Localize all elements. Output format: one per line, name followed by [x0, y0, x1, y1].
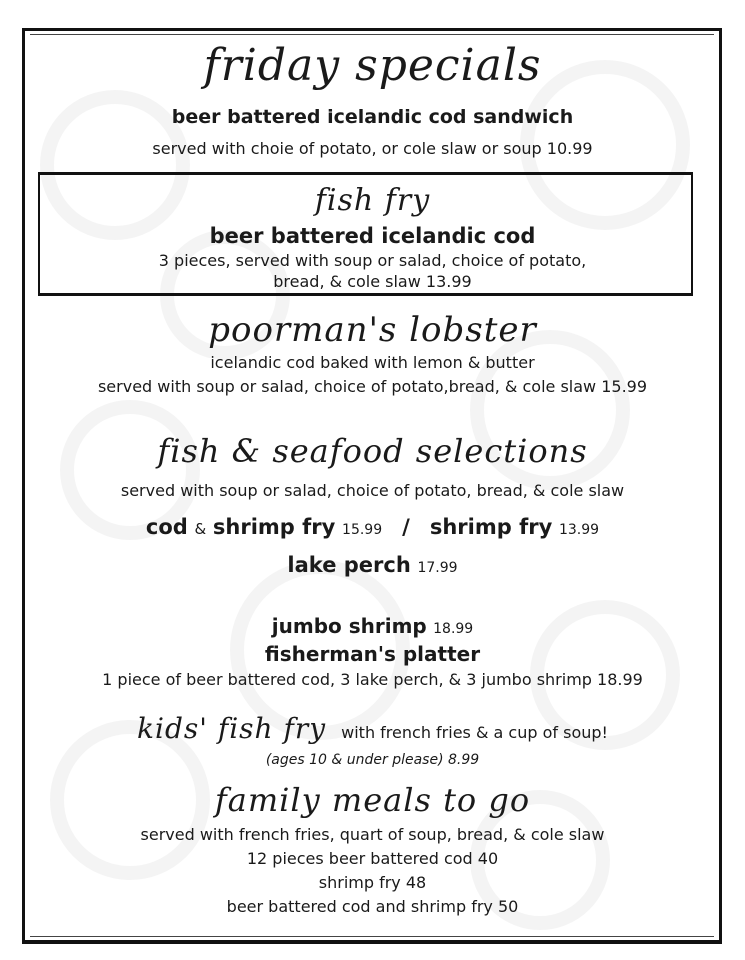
cod-shrimp-fry-row: [0, 515, 745, 539]
fish-fry-desc-1: 3 pieces, served with soup or salad, choice of potato,: [158, 251, 587, 270]
divider-slash: /: [402, 515, 410, 539]
fish-fry-desc-2: bread, & cole slaw 13.99: [273, 272, 472, 291]
poormans-lobster-title: poorman's lobster: [208, 310, 537, 350]
frame-top-border: [22, 28, 722, 31]
lake-perch-row: [0, 553, 745, 577]
lake-perch-label: lake perch: [287, 553, 411, 577]
cod-sandwich-name: beer battered icelandic cod sandwich: [171, 106, 574, 128]
poormans-lobster-desc-1: icelandic cod baked with lemon & butter: [210, 353, 535, 372]
shrimp-fry-price: 13.99: [558, 522, 600, 538]
poormans-lobster-desc-2: served with soup or salad, choice of potato,bread, & cole slaw 15.99: [97, 377, 648, 396]
seafood-selections-title: fish & seafood selections: [157, 432, 588, 470]
cod-shrimp-fry-price: 15.99: [342, 522, 383, 538]
frame-top-inner-border: [30, 34, 714, 35]
frame-bottom-border: [22, 940, 722, 944]
seafood-selections-desc: served with soup or salad, choice of potato, bread, & cole slaw: [120, 481, 625, 500]
friday-specials-title: friday specials: [203, 40, 542, 91]
family-meals-desc: served with french fries, quart of soup, bread, & cole slaw: [140, 825, 605, 844]
lake-perch-price: 17.99: [417, 560, 458, 576]
cod-label: cod: [145, 515, 188, 539]
kids-fish-fry-note: (ages 10 & under please) 8.99: [265, 752, 480, 768]
family-meals-title: family meals to go: [214, 781, 531, 819]
family-meals-item-1: 12 pieces beer battered cod 40: [246, 849, 499, 868]
fishermans-platter-label: fisherman's platter: [264, 642, 481, 666]
kids-fish-fry-title: kids' fish fry: [137, 712, 327, 745]
cod-sandwich-desc: served with choie of potato, or cole slaw or soup 10.99: [152, 139, 593, 158]
frame-bottom-inner-border: [30, 936, 714, 937]
cod-shrimp-fry-label: shrimp fry: [212, 515, 336, 539]
amp-label: &: [194, 520, 207, 538]
jumbo-shrimp-row: [0, 614, 745, 638]
kids-fish-fry-row: [0, 712, 745, 745]
family-meals-item-3: beer battered cod and shrimp fry 50: [226, 897, 519, 916]
jumbo-shrimp-label: jumbo shrimp: [271, 614, 427, 638]
fish-fry-title: fish fry: [314, 183, 431, 218]
fishermans-platter-desc: 1 piece of beer battered cod, 3 lake perch, & 3 jumbo shrimp 18.99: [102, 670, 643, 689]
family-meals-item-2: shrimp fry 48: [318, 873, 427, 892]
kids-fish-fry-desc: with french fries & a cup of soup!: [341, 723, 608, 742]
shrimp-fry-label: shrimp fry: [429, 515, 553, 539]
jumbo-shrimp-price: 18.99: [433, 621, 474, 637]
fish-fry-item: beer battered icelandic cod: [209, 224, 536, 248]
